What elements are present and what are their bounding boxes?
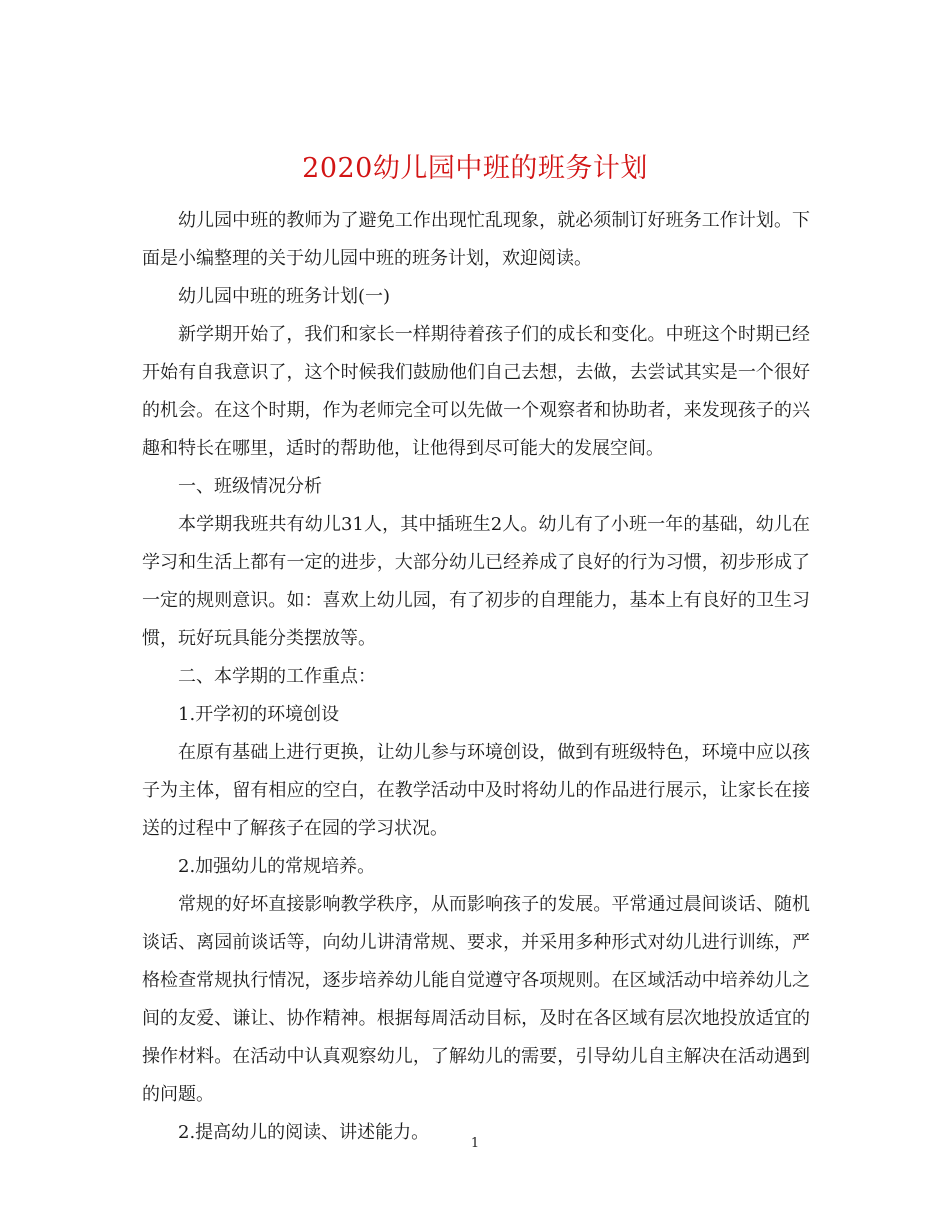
paragraph-class-analysis: 本学期我班共有幼儿31人，其中插班生2人。幼儿有了小班一年的基础，幼儿在学习和生活上都有一定的进步，大部分幼儿已经养成了良好的行为习惯，初步形成了一定的规则意识。如：喜欢上幼儿园，有了初步的自理能力，基本上有良好的卫生习惯，玩好玩具能分类摆放等。 bbox=[142, 514, 810, 649]
document-body bbox=[142, 202, 810, 1152]
subheading-environment: 1.开学初的环境创设 bbox=[178, 704, 340, 725]
document-title: 2020幼儿园中班的班务计划 bbox=[302, 153, 648, 185]
paragraph-intro: 幼儿园中班的教师为了避免工作出现忙乱现象，就必须制订好班务工作计划。下面是小编整理的关于幼儿园中班的班务计划，欢迎阅读。 bbox=[142, 210, 810, 269]
paragraph-new-semester: 新学期开始了，我们和家长一样期待着孩子们的成长和变化。中班这个时期已经开始有自我意识了，这个时候我们鼓励他们自己去想，去做，去尝试其实是一个很好的机会。在这个时期，作为老师完全可以先做一个观察者和协助者，来发现孩子的兴趣和特长在哪里，适时的帮助他，让他得到尽可能大的发展空间。 bbox=[142, 324, 810, 459]
section-heading-class-analysis: 一、班级情况分析 bbox=[178, 476, 322, 497]
section-heading-work-focus: 二、本学期的工作重点： bbox=[178, 666, 376, 687]
subheading-routine: 2.加强幼儿的常规培养。 bbox=[178, 856, 376, 877]
paragraph-routine: 常规的好坏直接影响教学秩序，从而影响孩子的发展。平常通过晨间谈话、随机谈话、离园前谈话等，向幼儿讲清常规、要求，并采用多种形式对幼儿进行训练，严格检查常规执行情况，逐步培养幼儿能自觉遵守各项规则。在区域活动中培养幼儿之间的友爱、谦让、协作精神。根据每周活动目标，及时在各区域有层次地投放适宜的操作材料。在活动中认真观察幼儿，了解幼儿的需要，引导幼儿自主解决在活动遇到的问题。 bbox=[142, 894, 810, 1105]
subheading-reading: 2.提高幼儿的阅读、讲述能力。 bbox=[178, 1122, 430, 1143]
page-number: 1 bbox=[470, 1136, 480, 1151]
paragraph-environment: 在原有基础上进行更换，让幼儿参与环境创设，做到有班级特色，环境中应以孩子为主体，留有相应的空白，在教学活动中及时将幼儿的作品进行展示，让家长在接送的过程中了解孩子在园的学习状况。 bbox=[142, 742, 810, 839]
paragraph-plan-heading: 幼儿园中班的班务计划(一) bbox=[178, 286, 391, 307]
